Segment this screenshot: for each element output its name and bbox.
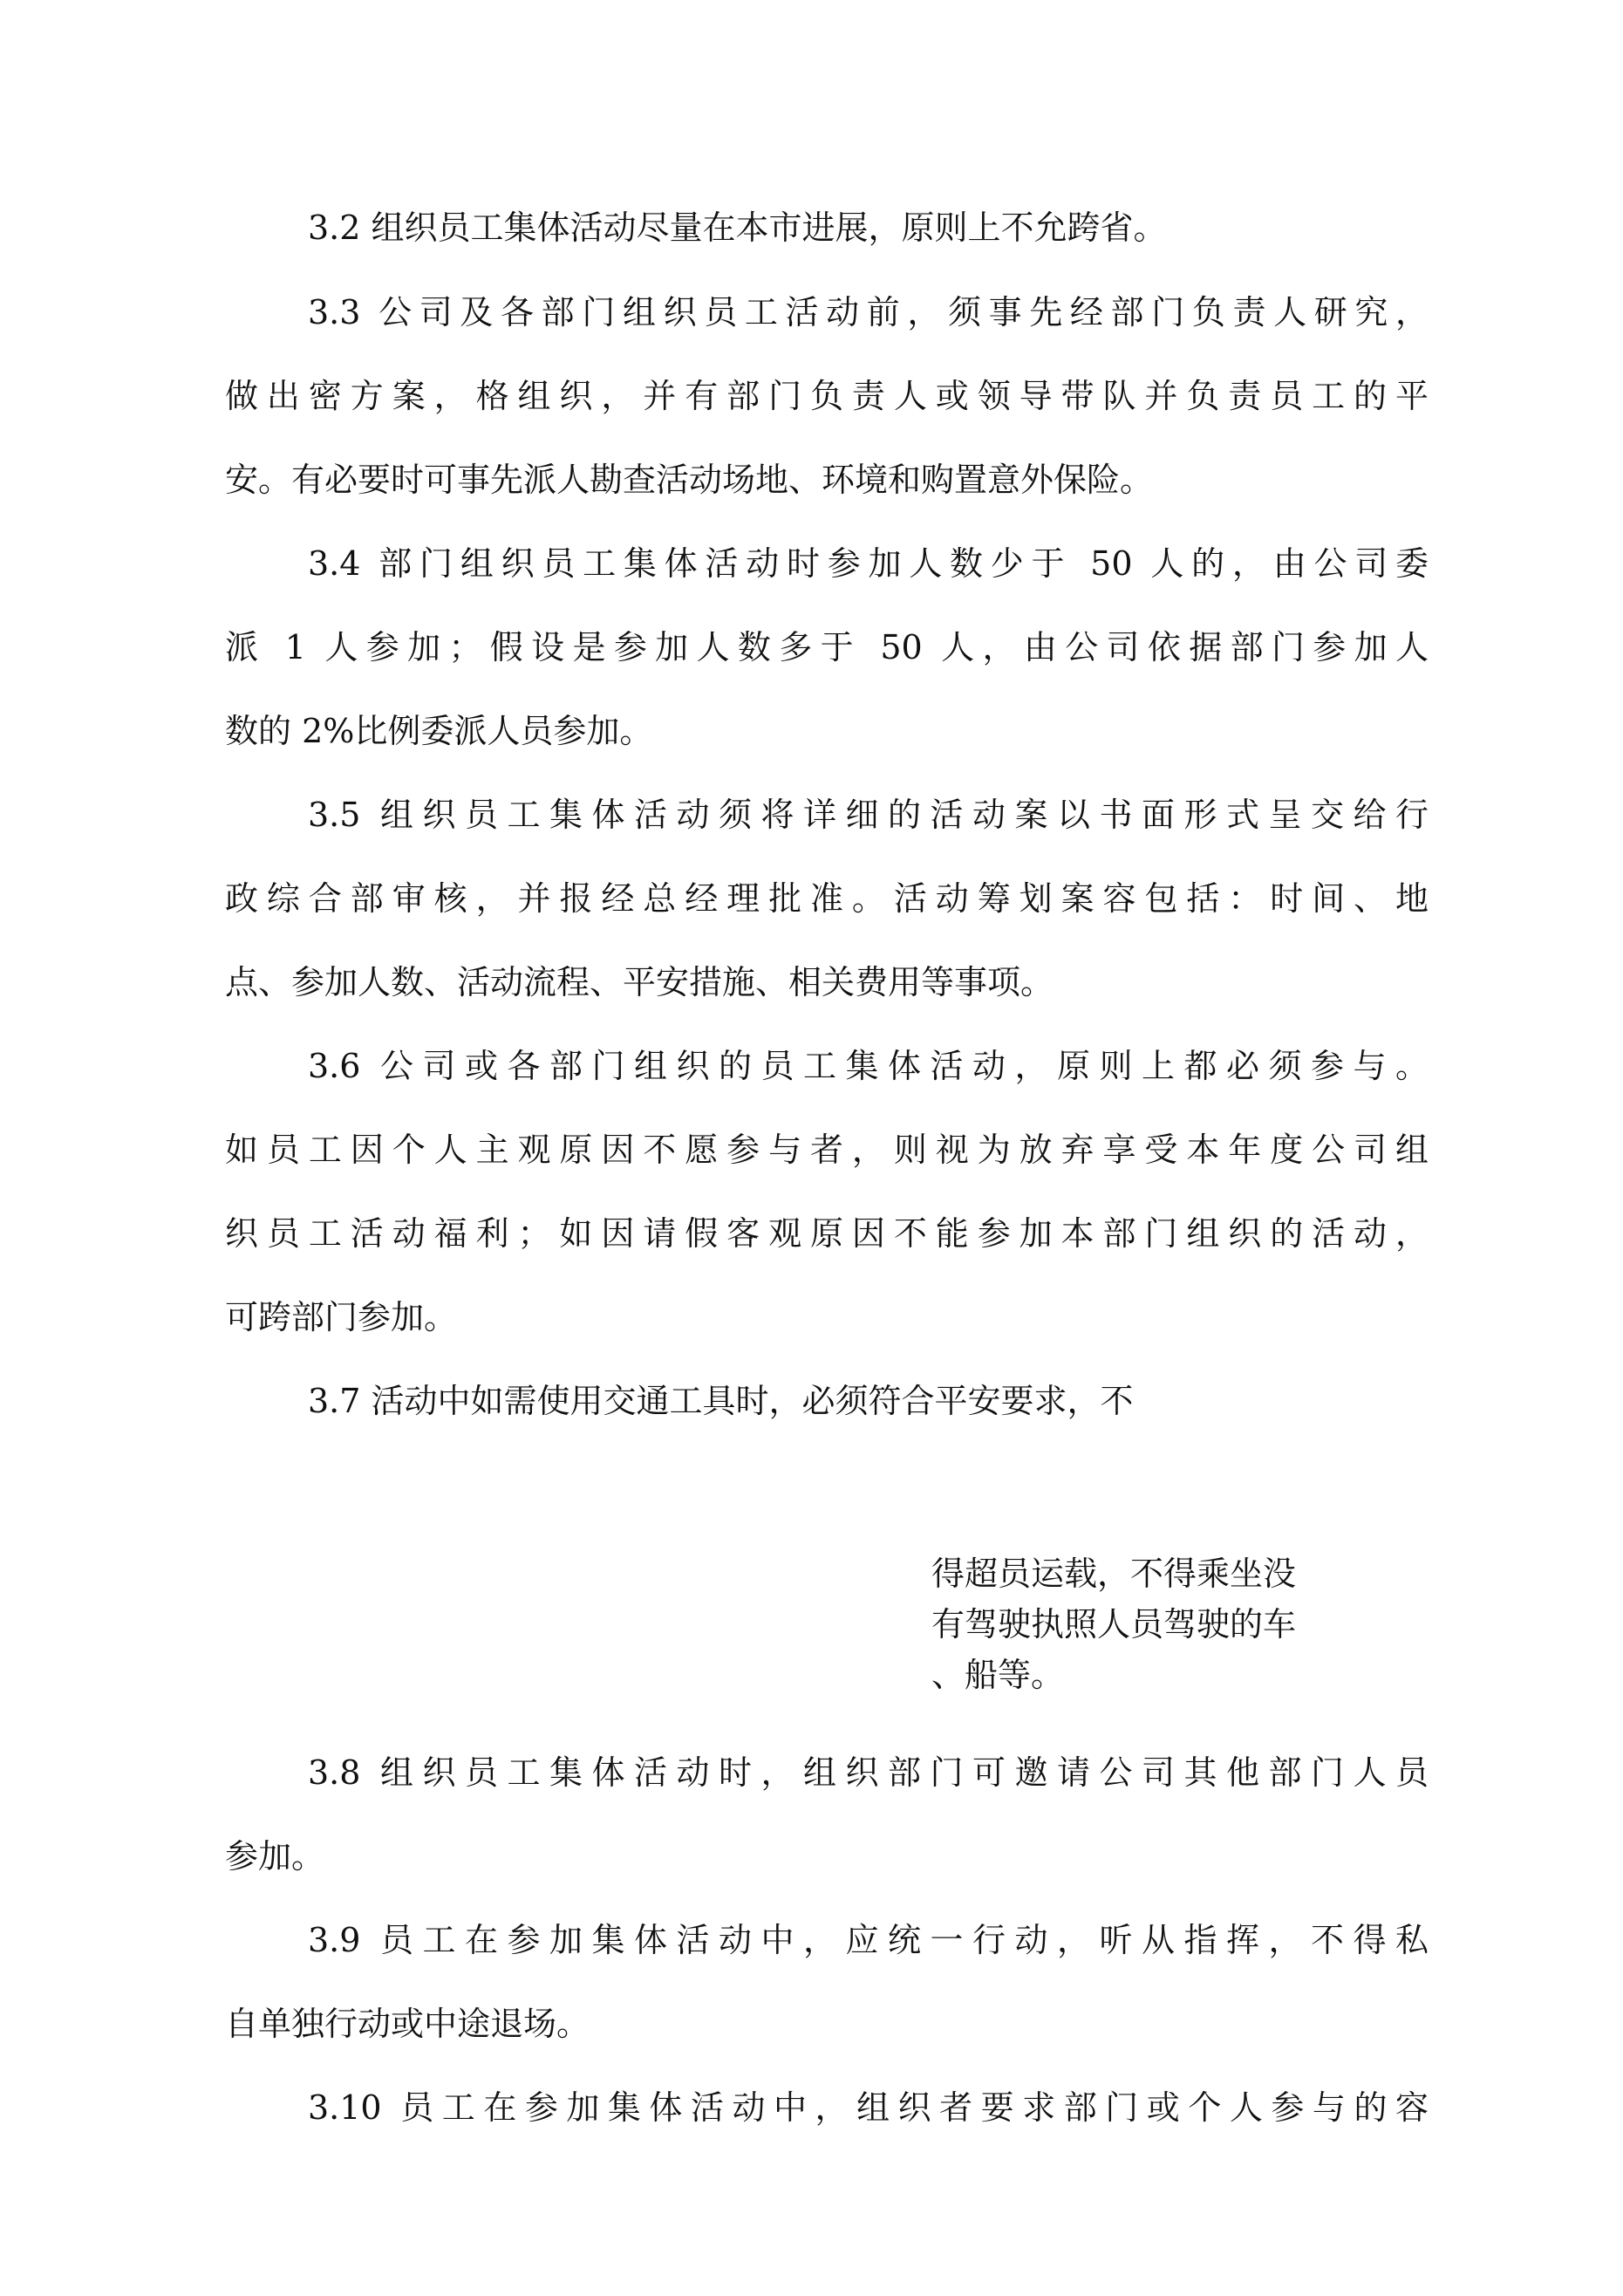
text-box-line-2: 有驾驶执照人员驾驶的车: [931, 1605, 1297, 1643]
paragraph-3-3-line-3: 安。有必要时可事先派人勘查活动场地、环境和购置意外保险。: [225, 461, 1154, 499]
paragraph-3-4-line-3: 数的 2%比例委派人员参加。: [225, 712, 653, 750]
paragraph-3-9-line-2: 自单独行动或中途退场。: [225, 2005, 590, 2043]
paragraph-3-4-line-1: 3.4 部门组织员工集体活动时参加人数少于 50 人的，由公司委: [308, 544, 1429, 583]
text-box-line-1: 得超员运载，不得乘坐没: [931, 1555, 1297, 1593]
paragraph-3-7-line-1: 3.7 活动中如需使用交通工具时，必须符合平安要求，不: [308, 1382, 1134, 1420]
paragraph-3-6-line-4: 可跨部门参加。: [225, 1298, 458, 1336]
text-box-line-3: 、船等。: [931, 1656, 1065, 1694]
paragraph-3-4-line-2: 派 1 人参加；假设是参加人数多于 50 人，由公司依据部门参加人: [225, 628, 1429, 666]
paragraph-3-6-line-3: 织员工活动福利；如因请假客观原因不能参加本部门组织的活动，: [225, 1214, 1429, 1253]
paragraph-3-9-line-1: 3.9 员工在参加集体活动中，应统一行动，听从指挥，不得私: [308, 1921, 1429, 1959]
paragraph-3-3-line-2: 做出密方案，格组织，并有部门负责人或领导带队并负责员工的平: [225, 377, 1429, 415]
paragraph-3-10-line-1: 3.10 员工在参加集体活动中，组织者要求部门或个人参与的容: [308, 2088, 1429, 2127]
paragraph-3-5-line-2: 政综合部审核，并报经总经理批准。活动筹划案容包括：时间、地: [225, 879, 1429, 918]
paragraph-3-5-line-3: 点、参加人数、活动流程、平安措施、相关费用等事项。: [225, 963, 1054, 1001]
paragraph-3-6-line-2: 如员工因个人主观原因不愿参与者，则视为放弃享受本年度公司组: [225, 1131, 1429, 1169]
paragraph-3-3-line-1: 3.3 公司及各部门组织员工活动前，须事先经部门负责人研究，: [308, 293, 1429, 331]
paragraph-3-2-line-1: 3.2 组织员工集体活动尽量在本市进展，原则上不允跨省。: [308, 208, 1167, 247]
paragraph-3-5-line-1: 3.5 组织员工集体活动须将详细的活动案以书面形式呈交给行: [308, 796, 1429, 834]
paragraph-3-6-line-1: 3.6 公司或各部门组织的员工集体活动，原则上都必须参与。: [308, 1047, 1429, 1085]
floating-text-box: [931, 1548, 1402, 1700]
paragraph-3-8-line-2: 参加。: [225, 1837, 325, 1876]
paragraph-3-8-line-1: 3.8 组织员工集体活动时，组织部门可邀请公司其他部门人员: [308, 1753, 1429, 1792]
